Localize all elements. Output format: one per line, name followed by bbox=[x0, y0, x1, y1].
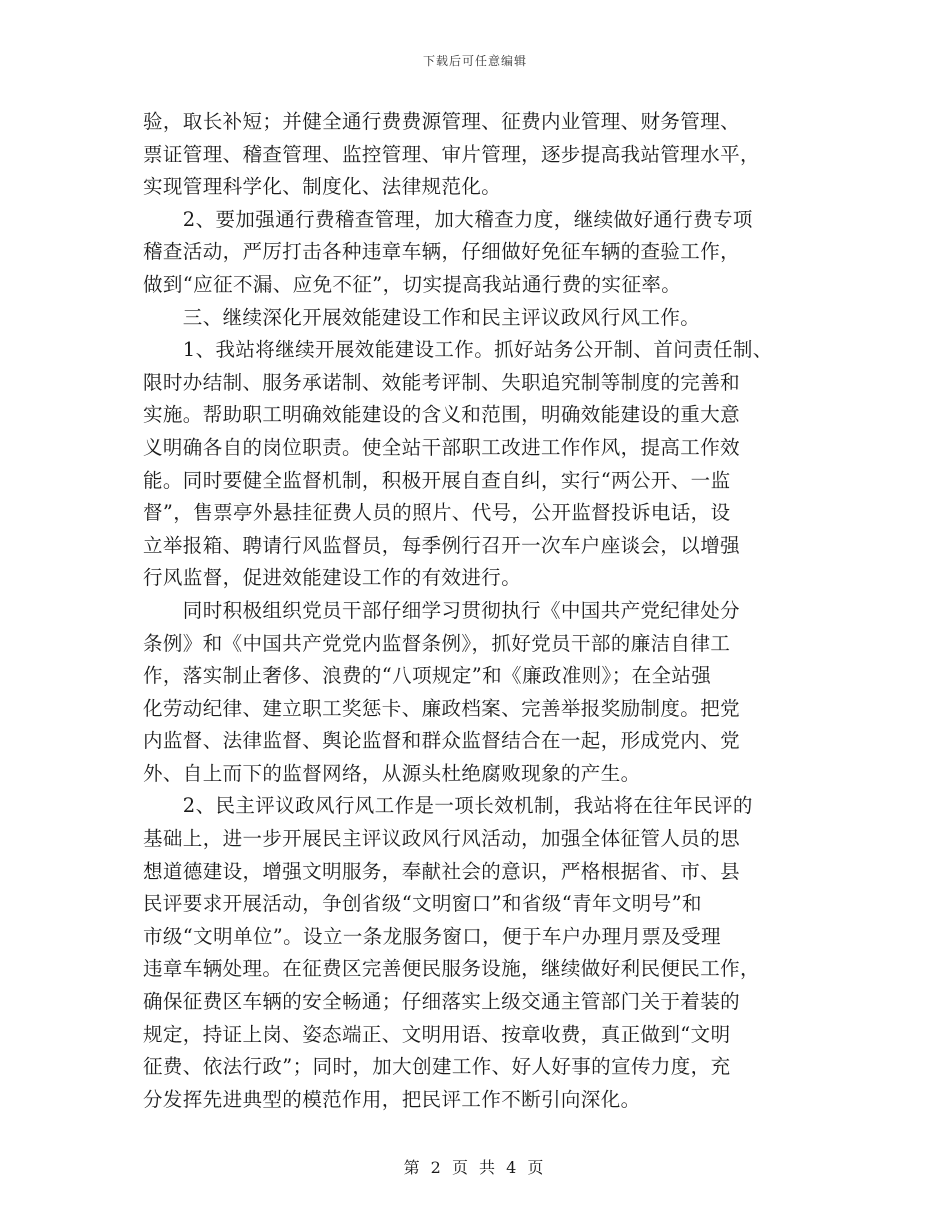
text-line: 条例》和《中国共产党党内监督条例》，抓好党员干部的廉洁自律工 bbox=[143, 631, 731, 655]
text-line: 内监督、法律监督、舆论监督和群众监督结合在一起，形成党内、党 bbox=[143, 729, 741, 753]
text-line: 作，落实制止奢侈、浪费的“八项规定”和《廉政准则》；在全站强 bbox=[143, 664, 712, 688]
text-line: 市级“文明单位”。设立一条龙服务窗口，便于车户办理月票及受理 bbox=[143, 924, 721, 948]
text-line: 限时办结制、服务承诺制、效能考评制、失职追究制等制度的完善和 bbox=[143, 370, 741, 394]
document-body bbox=[143, 106, 833, 1116]
text-line: 票证管理、稽查管理、监控管理、审片管理，逐步提高我站管理水平， bbox=[143, 142, 760, 166]
text-line: 分发挥先进典型的模范作用，把民评工作不断引向深化。 bbox=[143, 1087, 641, 1111]
text-line: 确保征费区车辆的安全畅通；仔细落实上级交通主管部门关于着装的 bbox=[143, 990, 741, 1014]
page-header: 下载后可任意编辑 bbox=[422, 54, 527, 68]
text-line: 立举报箱、聘请行风监督员，每季例行召开一次车户座谈会，以增强 bbox=[143, 533, 741, 557]
text-line: 实施。帮助职工明确效能建设的含义和范围，明确效能建设的重大意 bbox=[143, 403, 741, 427]
text-line: 规定，持证上岗、姿态端正、文明用语、按章收费，真正做到“文明 bbox=[143, 1022, 731, 1046]
text-line: 想道德建设，增强文明服务，奉献社会的意识，严格根据省、市、县 bbox=[143, 859, 741, 883]
text-line: 做到“应征不漏、应免不征”，切实提高我站通行费的实征率。 bbox=[143, 272, 682, 296]
text-line: 化劳动纪律、建立职工奖惩卡、廉政档案、完善举报奖励制度。把党 bbox=[143, 696, 741, 720]
text-line: 稽查活动，严厉打击各种违章车辆，仔细做好免征车辆的查验工作， bbox=[143, 240, 741, 264]
text-line: 同时积极组织党员干部仔细学习贯彻执行《中国共产党纪律处分 bbox=[143, 598, 741, 622]
text-line: 三、继续深化开展效能建设工作和民主评议政风行风工作。 bbox=[143, 305, 701, 329]
text-line: 督”，售票亭外悬挂征费人员的照片、代号，公开监督投诉电话，设 bbox=[143, 501, 731, 525]
text-line: 能。同时要健全监督机制，积极开展自查自纠，实行“两公开、一监 bbox=[143, 468, 731, 492]
text-line: 外、自上而下的监督网络，从源头杜绝腐败现象的产生。 bbox=[143, 761, 641, 785]
text-line: 征费、依法行政”；同时，加大创建工作、好人好事的宣传力度，充 bbox=[143, 1055, 731, 1079]
text-line: 违章车辆处理。在征费区完善便民服务设施，继续做好利民便民工作， bbox=[143, 957, 760, 981]
text-line: 义明确各自的岗位职责。使全站干部职工改进工作作风，提高工作效 bbox=[143, 435, 741, 459]
text-line: 2、要加强通行费稽查管理，加大稽查力度，继续做好通行费专项 bbox=[143, 207, 753, 231]
text-line: 基础上，进一步开展民主评议政风行风活动，加强全体征管人员的思 bbox=[143, 827, 741, 851]
text-line: 2、民主评议政风行风工作是一项长效机制，我站将在往年民评的 bbox=[143, 794, 753, 818]
page-footer: 第 2 页 共 4 页 bbox=[403, 1158, 547, 1177]
text-line: 行风监督，促进效能建设工作的有效进行。 bbox=[143, 566, 522, 590]
text-line: 实现管理科学化、制度化、法律规范化。 bbox=[143, 175, 502, 199]
text-line: 1、我站将继续开展效能建设工作。抓好站务公开制、首问责任制、 bbox=[143, 338, 773, 362]
text-line: 验，取长补短；并健全通行费费源管理、征费内业管理、财务管理、 bbox=[143, 110, 741, 133]
text-line: 民评要求开展活动，争创省级“文明窗口”和省级“青年文明号”和 bbox=[143, 892, 702, 916]
